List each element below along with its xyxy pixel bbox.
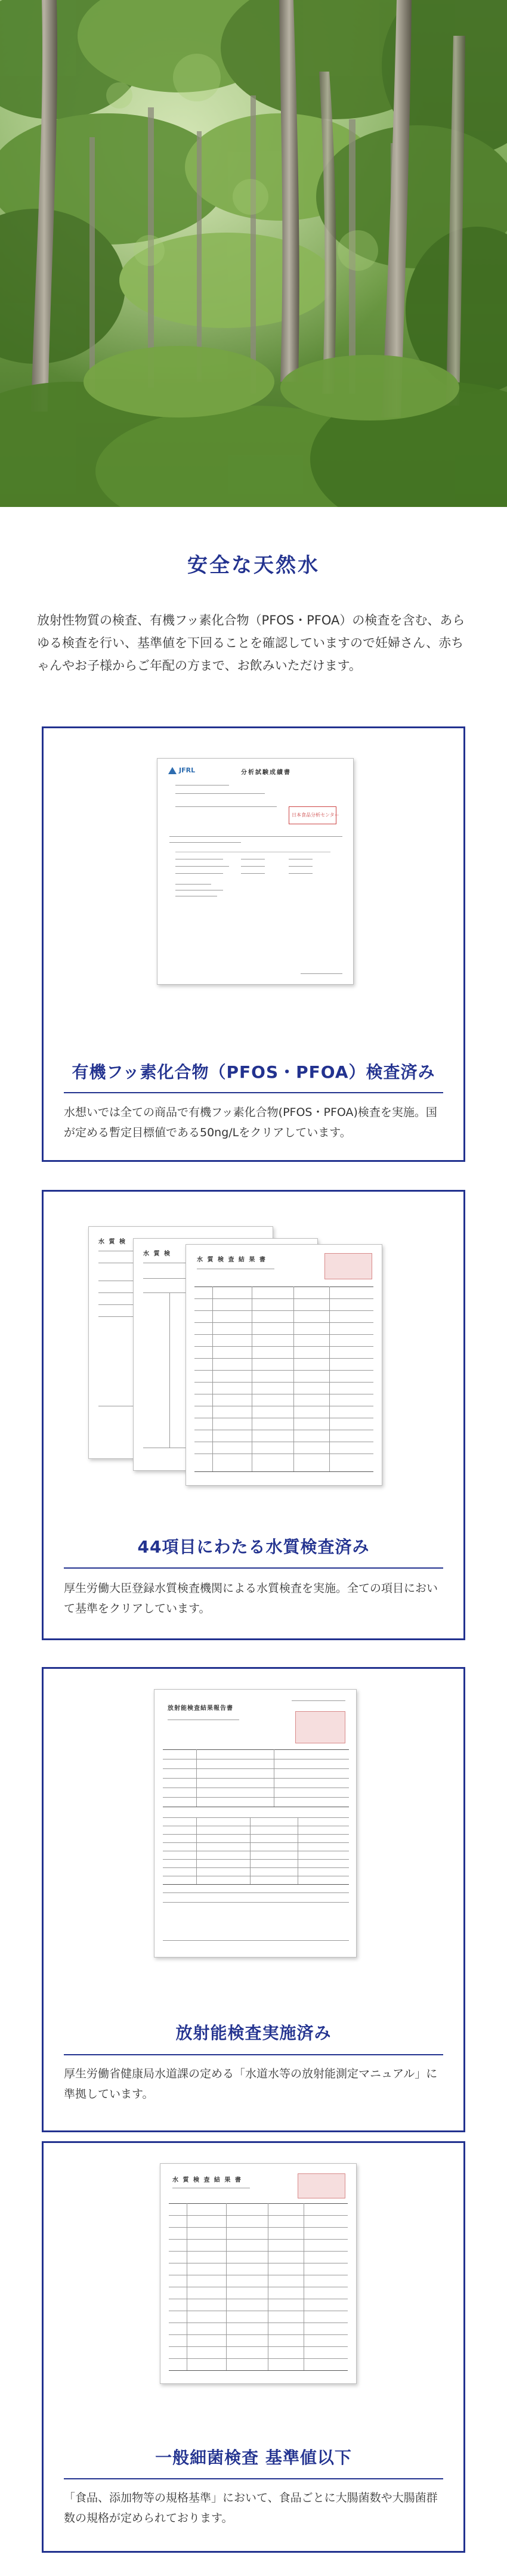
divider	[64, 1092, 443, 1093]
card-title: 一般細菌検査 基準値以下	[155, 2448, 352, 2467]
document-heading: 分析試験成績書	[241, 769, 291, 776]
radioactivity-report-sheet	[154, 1689, 357, 1957]
document-image	[44, 1669, 463, 2003]
card-title: 有機フッ素化合物（PFOS・PFOA）検査済み	[72, 1062, 435, 1082]
document-image	[44, 2143, 463, 2423]
hero-image	[0, 0, 507, 507]
report-sheet-front	[186, 1244, 382, 1486]
divider	[64, 1567, 443, 1569]
intro-section	[0, 507, 507, 677]
lab-stamp: 日本食品分析センター	[289, 806, 336, 824]
document-heading: 放射能検査結果報告書	[168, 1705, 233, 1712]
jfrl-logo: JFRL	[179, 766, 196, 774]
document-heading: 水 質 検 査 結 果 書	[172, 2177, 242, 2184]
bacteria-report-sheet	[160, 2163, 357, 2384]
section-title: 安全な天然水	[187, 553, 320, 577]
divider	[64, 2054, 443, 2055]
card-description: 「食品、添加物等の規格基準」において、食品ごとに大腸菌数や大腸菌群数の規格が定められております。	[64, 2491, 438, 2525]
card-description: 厚生労働大臣登録水質検査機関による水質検査を実施。全ての項目において基準をクリアしています。	[64, 1582, 438, 1615]
jfrl-logo-icon	[168, 767, 177, 774]
document-image	[44, 728, 463, 1009]
report-sheet-back: 水 質 検	[88, 1226, 273, 1459]
document-heading: 水 質 検 査 結 果 書	[197, 1257, 267, 1263]
lab-stamp	[324, 1253, 372, 1279]
card-description: 厚生労働省健康局水道課の定める「水道水等の放射能測定マニュアル」に準拠しています。	[64, 2067, 438, 2101]
card-bacteria	[42, 2141, 465, 2553]
card-title: 放射能検査実施済み	[175, 2023, 332, 2043]
card-radioactivity	[42, 1667, 465, 2132]
document-image	[44, 1192, 463, 1514]
lab-stamp	[298, 2173, 345, 2198]
card-pfos-pfoa	[42, 726, 465, 1162]
card-water-quality	[42, 1190, 465, 1640]
forest-illustration	[0, 0, 507, 507]
report-sheet-middle: 水 質 検	[133, 1238, 318, 1471]
divider	[64, 2478, 443, 2479]
analysis-report-sheet	[157, 758, 354, 985]
card-title: 44項目にわたる水質検査済み	[137, 1537, 370, 1557]
card-description: 水想いでは全ての商品で有機フッ素化合物(PFOS・PFOA)検査を実施。国が定める暫定目標値である50ng/Lをクリアしています。	[64, 1106, 437, 1139]
intro-paragraph: 放射性物質の検査、有機フッ素化合物（PFOS・PFOA）の検査を含む、あらゆる検査を行い、基準値を下回ることを確認していますので妊婦さん、赤ちゃんやお子様からご年配の方まで、お飲みいただけます。	[37, 613, 465, 673]
lab-stamp	[295, 1711, 345, 1743]
